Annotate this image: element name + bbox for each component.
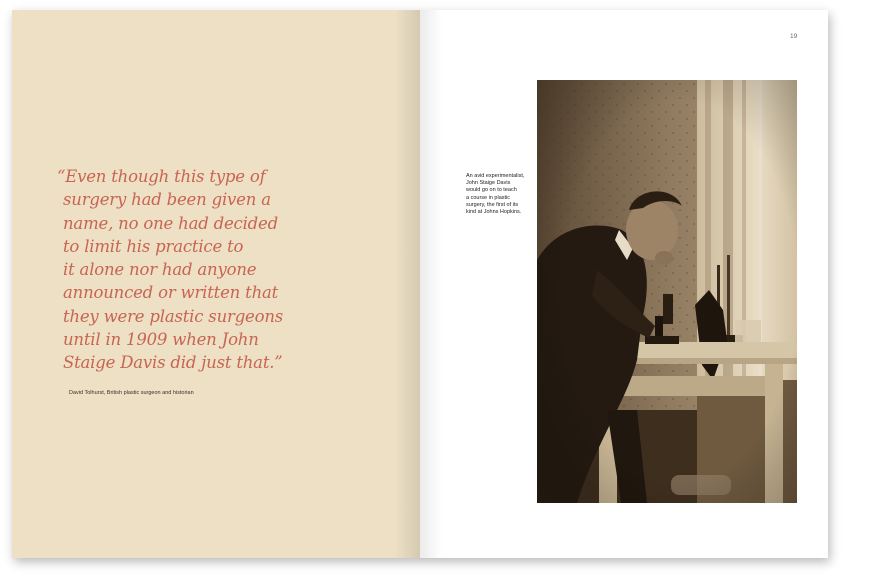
photo-caption <box>466 173 534 216</box>
quote-line: it alone nor had anyone <box>63 260 257 280</box>
caption-line: An avid experimentalist, <box>466 173 525 179</box>
caption-line: surgery, the first of its <box>466 201 519 208</box>
quote-line: name, no one had decided <box>63 213 278 233</box>
pull-quote <box>57 165 303 375</box>
caption-line: would go on to teach <box>466 187 517 194</box>
quote-line: “Even though this type of <box>57 167 266 186</box>
sepia-photo-illustration <box>537 80 797 503</box>
caption-line: kind at Johns Hopkins. <box>466 209 522 216</box>
right-page <box>420 10 828 558</box>
page-number: 19 <box>790 33 798 40</box>
quote-line: until in 1909 when John <box>63 330 259 350</box>
caption-line: John Staige Davis <box>466 180 511 187</box>
quote-line: announced or written that <box>63 283 279 303</box>
left-page <box>12 10 420 558</box>
quote-line: surgery had been given a <box>63 190 271 210</box>
historical-photo <box>537 80 797 503</box>
quote-attribution: David Tolhurst, British plastic surgeon and historian <box>69 390 194 396</box>
quote-line: to limit his practice to <box>63 236 244 256</box>
caption-line: a course in plastic <box>466 194 511 201</box>
quote-line: Staige Davis did just that.” <box>63 353 283 373</box>
quote-line: they were plastic surgeons <box>63 306 284 326</box>
